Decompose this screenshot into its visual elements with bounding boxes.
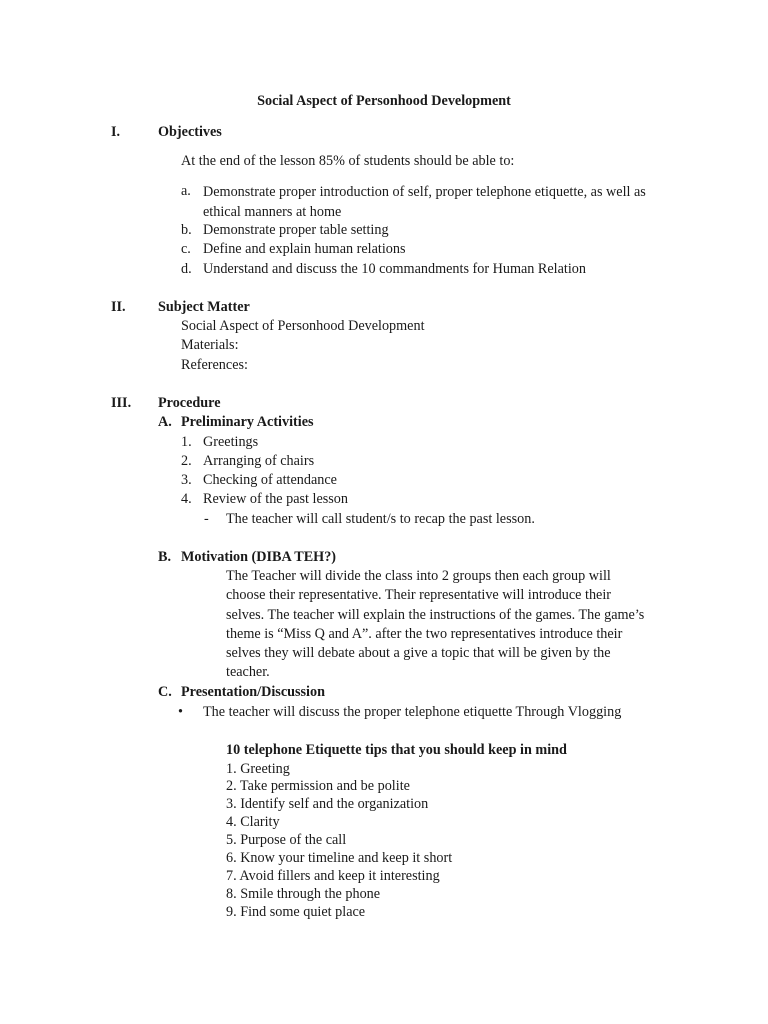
- list-item: Demonstrate proper table setting: [203, 222, 389, 238]
- subsection-heading: Presentation/Discussion: [181, 684, 325, 700]
- tip-item: 7. Avoid fillers and keep it interesting: [226, 868, 440, 884]
- list-marker: 4.: [181, 491, 192, 507]
- section-heading: Procedure: [158, 395, 221, 411]
- subsection-marker: A.: [158, 414, 172, 430]
- list-marker: 2.: [181, 453, 192, 469]
- list-item: Checking of attendance: [203, 472, 337, 488]
- subject-line: Social Aspect of Personhood Development: [181, 318, 425, 334]
- sub-list-item: The teacher will call student/s to recap the past lesson.: [226, 511, 535, 527]
- section-heading: Subject Matter: [158, 299, 250, 315]
- subsection-heading: Motivation (DIBA TEH?): [181, 549, 337, 565]
- document-title: Social Aspect of Personhood Development: [257, 93, 511, 109]
- list-marker: 1.: [181, 434, 192, 450]
- list-marker: 3.: [181, 472, 192, 488]
- tip-item: 8. Smile through the phone: [226, 886, 381, 902]
- bullet-icon: •: [178, 704, 183, 720]
- list-marker: a.: [181, 183, 191, 199]
- subsection-marker: B.: [158, 549, 172, 565]
- motivation-paragraph: The Teacher will divide the class into 2 groups then each group will choose their representative. Their representative will introduce their selves. The teacher will explain the instructions of the games. The game’s theme is “Miss Q and A”. after the two representatives introduce their selves they will debate about a give a topic that will be given by the teacher.: [226, 568, 645, 681]
- objectives-intro: At the end of the lesson 85% of students should be able to:: [181, 153, 515, 169]
- list-item: Review of the past lesson: [203, 491, 348, 507]
- section-numeral: II.: [111, 299, 126, 315]
- tip-item: 5. Purpose of the call: [226, 832, 347, 848]
- bullet-item: The teacher will discuss the proper telephone etiquette Through Vlogging: [203, 704, 622, 720]
- subject-line: References:: [181, 357, 248, 373]
- tips-heading: 10 telephone Etiquette tips that you should keep in mind: [226, 742, 567, 758]
- tip-item: 2. Take permission and be polite: [226, 778, 410, 794]
- section-heading: Objectives: [158, 124, 222, 140]
- list-marker: c.: [181, 241, 191, 257]
- section-numeral: I.: [111, 124, 121, 140]
- subsection-heading: Preliminary Activities: [181, 414, 314, 430]
- section-numeral: III.: [111, 395, 132, 411]
- list-item: Demonstrate proper introduction of self, proper telephone etiquette, as well as ethical manners at home: [203, 184, 646, 220]
- list-item: Understand and discuss the 10 commandments for Human Relation: [203, 261, 586, 277]
- list-item: Arranging of chairs: [203, 453, 315, 469]
- tip-item: 3. Identify self and the organization: [226, 796, 429, 812]
- list-item: Define and explain human relations: [203, 241, 406, 257]
- list-marker: d.: [181, 261, 192, 277]
- subsection-marker: C.: [158, 684, 172, 700]
- subject-line: Materials:: [181, 337, 239, 353]
- list-item: Greetings: [203, 434, 259, 450]
- tip-item: 9. Find some quiet place: [226, 904, 366, 920]
- dash-marker: -: [204, 511, 209, 527]
- tip-item: 1. Greeting: [226, 761, 290, 777]
- list-marker: b.: [181, 222, 192, 238]
- tip-item: 4. Clarity: [226, 814, 280, 830]
- tip-item: 6. Know your timeline and keep it short: [226, 850, 453, 866]
